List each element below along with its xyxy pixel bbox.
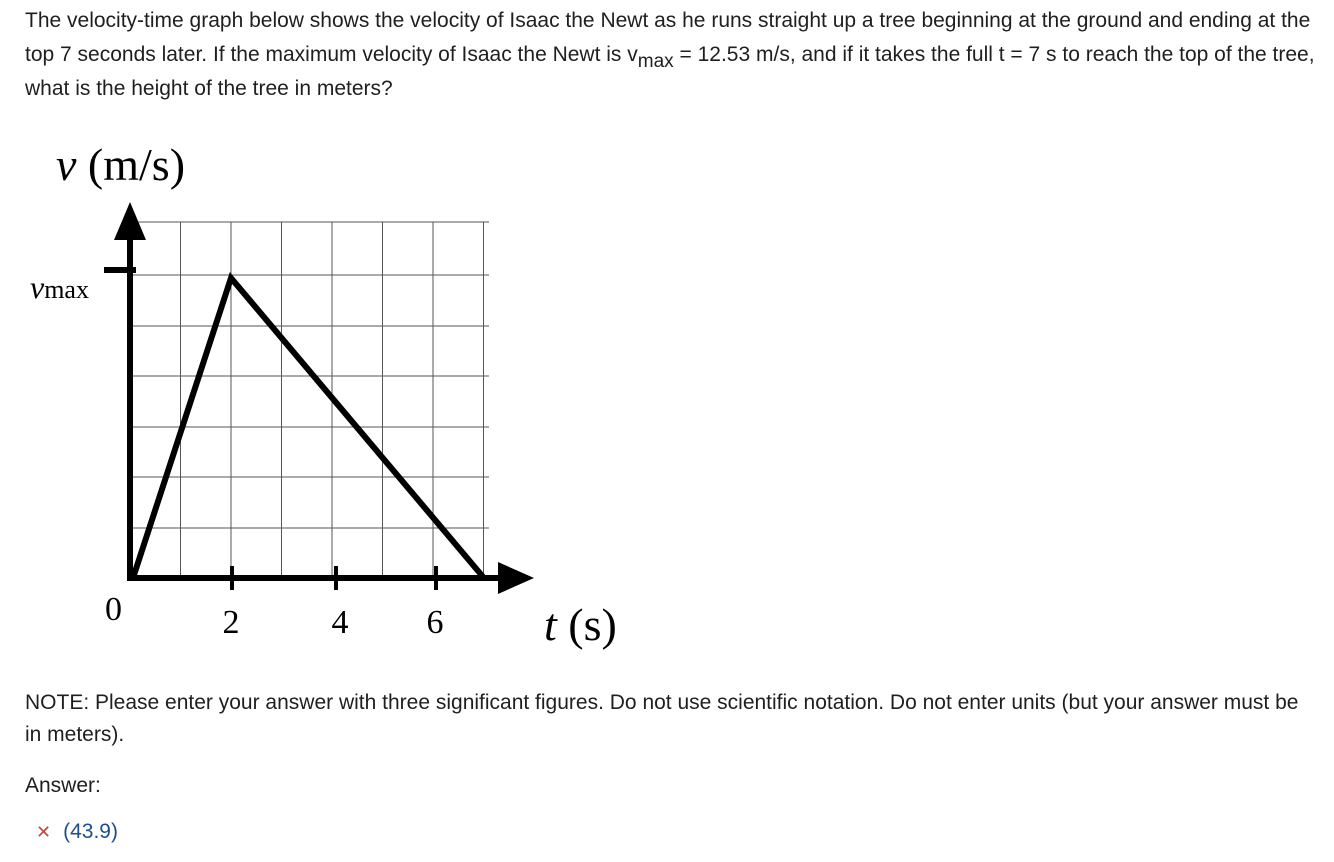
- y-axis-arrow: [114, 202, 146, 240]
- y-axis-label-units: (m/s): [76, 139, 186, 190]
- answer-value: (43.9): [63, 820, 118, 843]
- y-axis-label: [56, 139, 185, 190]
- question-subscript: max: [637, 51, 674, 72]
- answer-label: Answer:: [25, 774, 101, 797]
- velocity-time-graph: [0, 0, 700, 680]
- note-text: NOTE: Please enter your answer with three significant figures. Do not use scientific notation. Do not enter units (but your answer must be in meters).: [25, 691, 1299, 746]
- x-axis-label: [544, 599, 617, 650]
- x-tick-label: 2: [222, 604, 240, 641]
- vmax-label-sub: max: [44, 275, 89, 304]
- y-axis-label-var: v: [56, 139, 77, 190]
- cross-icon: ✕: [36, 822, 52, 842]
- x-axis-arrow: [498, 562, 534, 594]
- origin-label: 0: [105, 591, 122, 628]
- x-tick-label: 4: [331, 604, 349, 641]
- question-part1: The velocity-time graph below shows the velocity of Isaac the Newt as he runs straight up a tree beginning at the ground and ending at the top 7 seconds later. If the maximum velocity of Isaac the Newt is v: [25, 9, 1311, 66]
- velocity-series-line: [133, 278, 484, 578]
- vmax-label: [30, 269, 89, 305]
- answer-row: [36, 816, 118, 848]
- x-tick-label: 6: [426, 604, 444, 641]
- x-axis-label-units: (s): [556, 599, 617, 650]
- vmax-label-v: v: [30, 269, 45, 305]
- question-part2: = 12.53 m/s, and if it takes the full t = 7 s to reach the top of the tree, what is the height of the tree in meters?: [25, 43, 1315, 100]
- x-axis-label-var: t: [544, 599, 557, 650]
